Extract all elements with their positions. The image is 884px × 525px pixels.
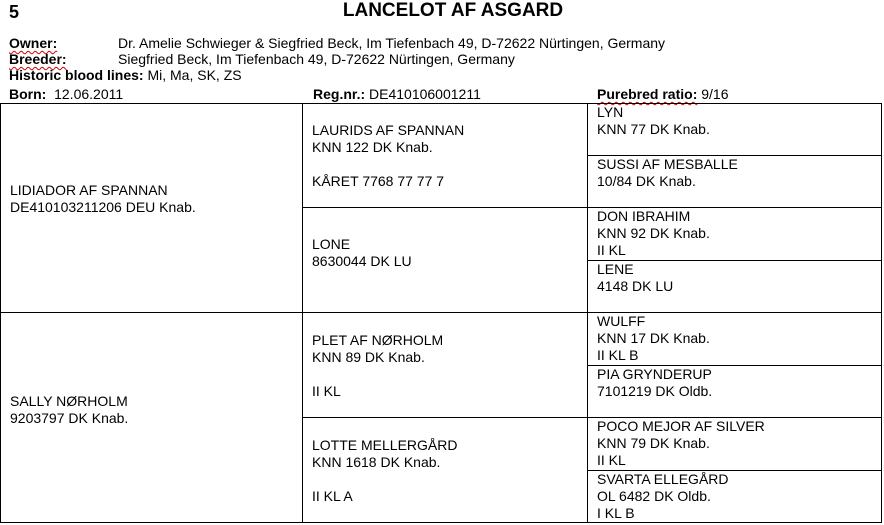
dam-dam-note: II KL A (312, 488, 353, 504)
ggp-cell-6 (597, 366, 712, 400)
dam-sire-cell (312, 332, 443, 400)
dam-sire-reg: KNN 89 DK Knab. (312, 349, 425, 365)
sire-sire-cell (312, 122, 464, 190)
ggp-cell-1 (597, 104, 710, 138)
ggp-cell-4 (597, 261, 673, 295)
spacer (312, 366, 443, 383)
regnr-row (313, 86, 481, 102)
sire-sire-name: LAURIDS AF SPANNAN (312, 122, 465, 138)
sire-dam-reg: 8630044 DK LU (312, 253, 412, 269)
ggp-6-reg: 7101219 DK Oldb. (597, 383, 713, 399)
regnr-label: Reg.nr.: (313, 86, 366, 102)
ggp-2-reg: 10/84 DK Knab. (597, 173, 696, 189)
ggp-3-reg: KNN 92 DK Knab. (597, 225, 710, 241)
ggp-8-reg: OL 6482 DK Oldb. (597, 488, 711, 504)
dam-dam-reg: KNN 1618 DK Knab. (312, 454, 441, 470)
dam-dam-name: LOTTE MELLERGÅRD (312, 437, 458, 453)
row-divider-q3 (302, 417, 882, 418)
dam-dam-cell (312, 437, 457, 505)
ggp-cell-2 (597, 156, 738, 190)
ggp-3-note: II KL (597, 242, 626, 258)
dam-reg: 9203797 DK Knab. (10, 410, 129, 426)
ggp-7-note: II KL (597, 452, 626, 468)
sire-sire-note: KÅRET 7768 77 77 7 (312, 173, 445, 189)
pedigree-table (0, 103, 882, 523)
spacer (312, 156, 464, 173)
breeder-label: Breeder: (9, 51, 67, 67)
ggp-5-name: WULFF (597, 313, 646, 329)
sire-reg: DE410103211206 DEU Knab. (10, 199, 196, 215)
ggp-4-name: LENE (597, 261, 634, 277)
ggp-4-reg: 4148 DK LU (597, 278, 674, 294)
bloodlines-label: Historic blood lines: (9, 67, 144, 83)
catalog-number: 5 (9, 2, 20, 22)
owner-label: Owner: (9, 35, 58, 51)
ggp-8-note: I KL B (597, 505, 635, 521)
ggp-cell-8 (597, 471, 729, 522)
breeder-value: Siegfried Beck, Im Tiefenbach 49, D-72622 Nürtingen, Germany (118, 51, 515, 67)
sire-dam-cell (312, 236, 412, 270)
ggp-2-name: SUSSI AF MESBALLE (597, 156, 738, 172)
row-divider-half (0, 312, 882, 313)
ggp-5-note: II KL B (597, 347, 639, 363)
regnr-value: DE410106001211 (369, 86, 481, 102)
purebred-row (597, 86, 729, 102)
dam-sire-note: II KL (312, 383, 341, 399)
dam-name: SALLY NØRHOLM (10, 393, 128, 409)
row-divider-q1 (302, 207, 882, 208)
table-border-bottom (0, 522, 882, 523)
purebred-label: Purebred ratio: (597, 86, 698, 102)
dam-cell (10, 393, 128, 427)
ggp-3-name: DON IBRAHIM (597, 208, 691, 224)
spacer (312, 471, 457, 488)
purebred-value: 9/16 (701, 86, 729, 102)
table-border-left (0, 103, 1, 523)
table-border-right (881, 103, 882, 523)
table-border-top (0, 103, 882, 104)
born-label: Born: (9, 86, 47, 102)
sire-dam-name: LONE (312, 236, 351, 252)
owner-value: Dr. Amelie Schwieger & Siegfried Beck, Im Tiefenbach 49, D-72622 Nürtingen, Germany (118, 35, 666, 51)
horse-title: LANCELOT AF ASGARD (342, 0, 564, 21)
ggp-cell-7 (597, 418, 765, 469)
dam-sire-name: PLET AF NØRHOLM (312, 332, 444, 348)
ggp-cell-5 (597, 313, 710, 364)
sire-cell (10, 182, 196, 216)
bloodlines-row (9, 67, 242, 83)
ggp-8-name: SVARTA ELLEGÅRD (597, 471, 729, 487)
born-value: 12.06.2011 (54, 86, 124, 102)
ggp-5-reg: KNN 17 DK Knab. (597, 330, 710, 346)
born-row (9, 86, 123, 102)
ggp-6-name: PIA GRYNDERUP (597, 366, 712, 382)
sire-name: LIDIADOR AF SPANNAN (10, 182, 168, 198)
ggp-cell-3 (597, 208, 710, 259)
bloodlines-value: Mi, Ma, SK, ZS (147, 67, 242, 83)
ggp-1-reg: KNN 77 DK Knab. (597, 121, 710, 137)
ggp-1-name: LYN (597, 104, 624, 120)
column-divider-2 (587, 103, 588, 523)
sire-sire-reg: KNN 122 DK Knab. (312, 139, 433, 155)
ggp-7-reg: KNN 79 DK Knab. (597, 435, 710, 451)
column-divider-1 (302, 103, 303, 523)
ggp-7-name: POCO MEJOR AF SILVER (597, 418, 765, 434)
